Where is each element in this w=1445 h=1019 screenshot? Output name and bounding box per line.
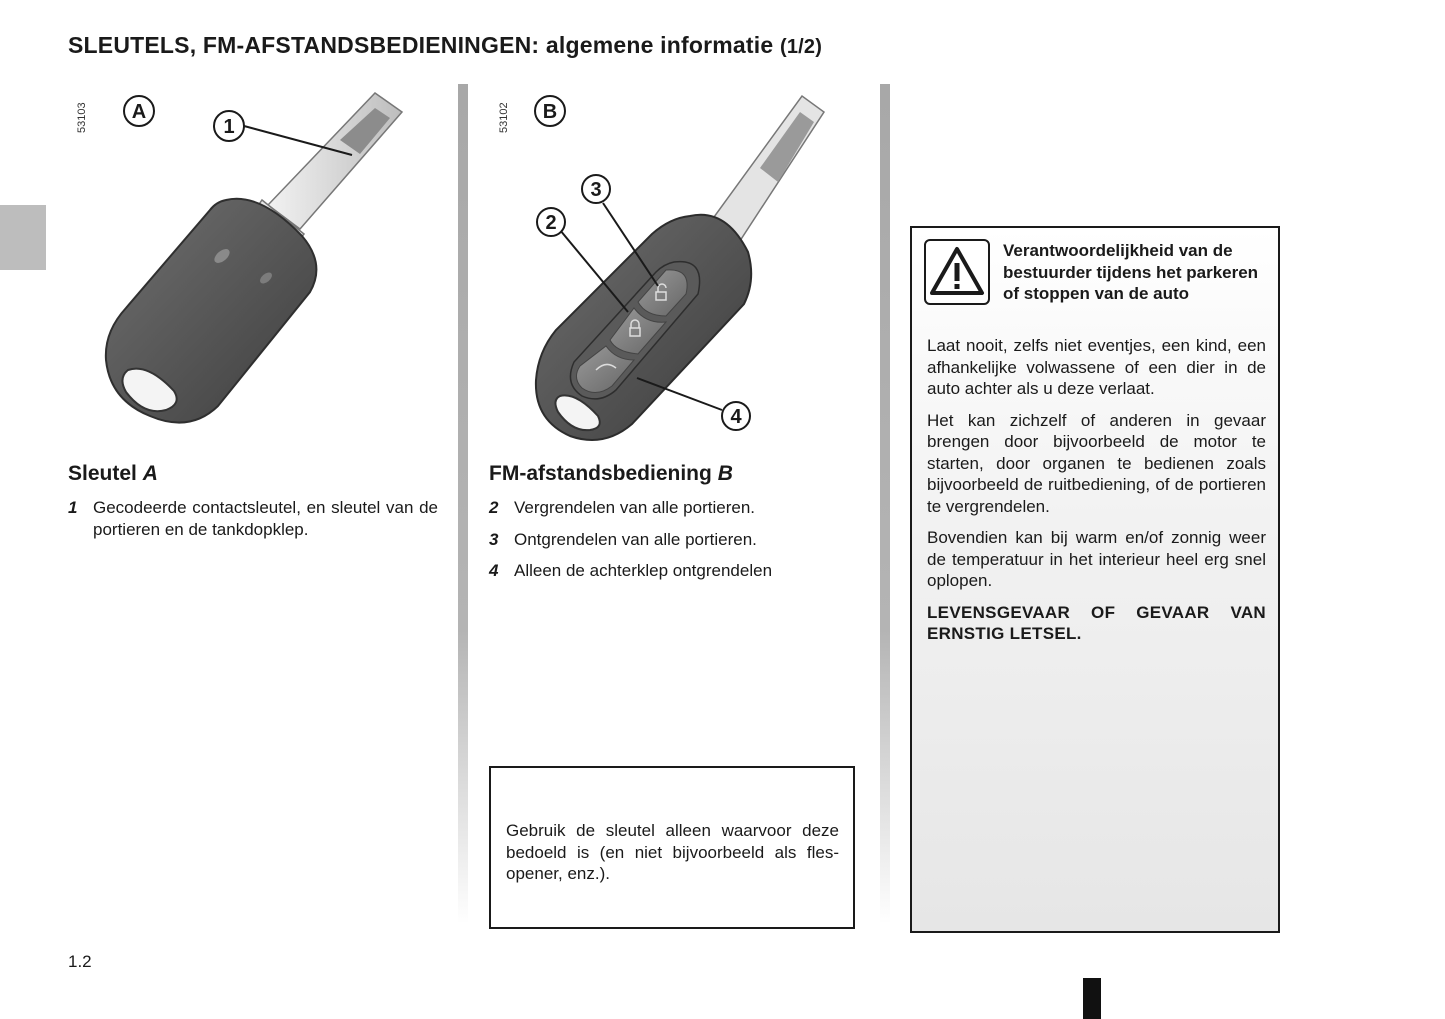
section-a-title-text: Sleutel [68, 462, 137, 485]
warning-box [910, 226, 1280, 933]
page-number: 1.2 [68, 952, 92, 971]
list-item [489, 560, 859, 582]
warning-paragraph: Het kan zichzelf of anderen in gevaar brengen door bijvoorbeeld de motor te starten, door organen te bedienen zoals bijvoorbeeld de ruitbediening, of de portieren te vergrendelen. [927, 410, 1266, 516]
note-box [489, 766, 855, 929]
callout-1: 1 [223, 116, 235, 138]
figure-a-callouts [120, 92, 390, 172]
figure-b-code: 53102 [498, 102, 510, 133]
warning-paragraph: Laat nooit, zelfs niet eventjes, een kind, een afhankelijke volwassene of een dier in de auto achter als u deze verlaat. [927, 336, 1266, 398]
section-b-list [489, 497, 859, 592]
column-divider-left [458, 84, 468, 924]
callout-4: 4 [730, 406, 742, 428]
page-part: (1/2) [779, 36, 823, 58]
section-a-title [68, 462, 158, 486]
section-b-title-ref: B [717, 462, 733, 485]
list-item [489, 529, 859, 551]
figure-a-letter: A [131, 101, 147, 123]
item-number: 2 [489, 498, 499, 517]
section-b-title-text: FM-afstandsbediening [489, 462, 712, 485]
item-number: 1 [68, 498, 78, 517]
list-item [68, 497, 438, 540]
item-text: Vergrendelen van alle portieren. [514, 498, 755, 517]
figure-b-callouts [520, 90, 760, 435]
warning-triangle-icon [926, 241, 988, 303]
callout-2: 2 [545, 212, 557, 234]
page-title [68, 32, 822, 59]
note-text: Gebruik de sleutel alleen waarvoor deze bedoeld is (en niet bijvoorbeeld als flesopener, enz.). [506, 821, 839, 883]
chapter-tab [0, 205, 46, 270]
item-number: 3 [489, 529, 499, 549]
item-text: Ontgrendelen van alle portieren. [514, 529, 757, 549]
section-a-list [68, 497, 438, 550]
warning-emphasis: LEVENSGEVAAR OF GEVAAR VAN ERNSTIG LETSEL. [927, 602, 1266, 643]
section-b-title [489, 462, 733, 486]
column-divider-right [880, 84, 890, 924]
callout-3: 3 [590, 179, 602, 201]
print-mark [1083, 978, 1101, 1019]
warning-icon [924, 239, 990, 305]
warning-body [927, 335, 1266, 655]
item-number: 4 [489, 561, 499, 580]
section-a-title-ref: A [142, 462, 158, 485]
warning-heading: Verantwoordelijkheid van de bestuurder tijdens het parkeren of stoppen van de auto [1003, 241, 1259, 303]
page-title-text: SLEUTELS, FM-AFSTANDSBEDIENINGEN: algemene informatie [68, 32, 774, 58]
item-text: Alleen de achterklep ontgrendelen [514, 561, 773, 580]
item-text: Gecodeerde contactsleutel, en sleutel van de portieren en de tankdopklep. [93, 498, 438, 539]
figure-a-code: 53103 [76, 102, 88, 133]
list-item [489, 497, 859, 519]
figure-b-letter: B [542, 101, 558, 123]
warning-paragraph: Bovendien kan bij warm en/of zonnig weer de temperatuur in het interieur heel erg snel oplopen. [927, 528, 1266, 590]
